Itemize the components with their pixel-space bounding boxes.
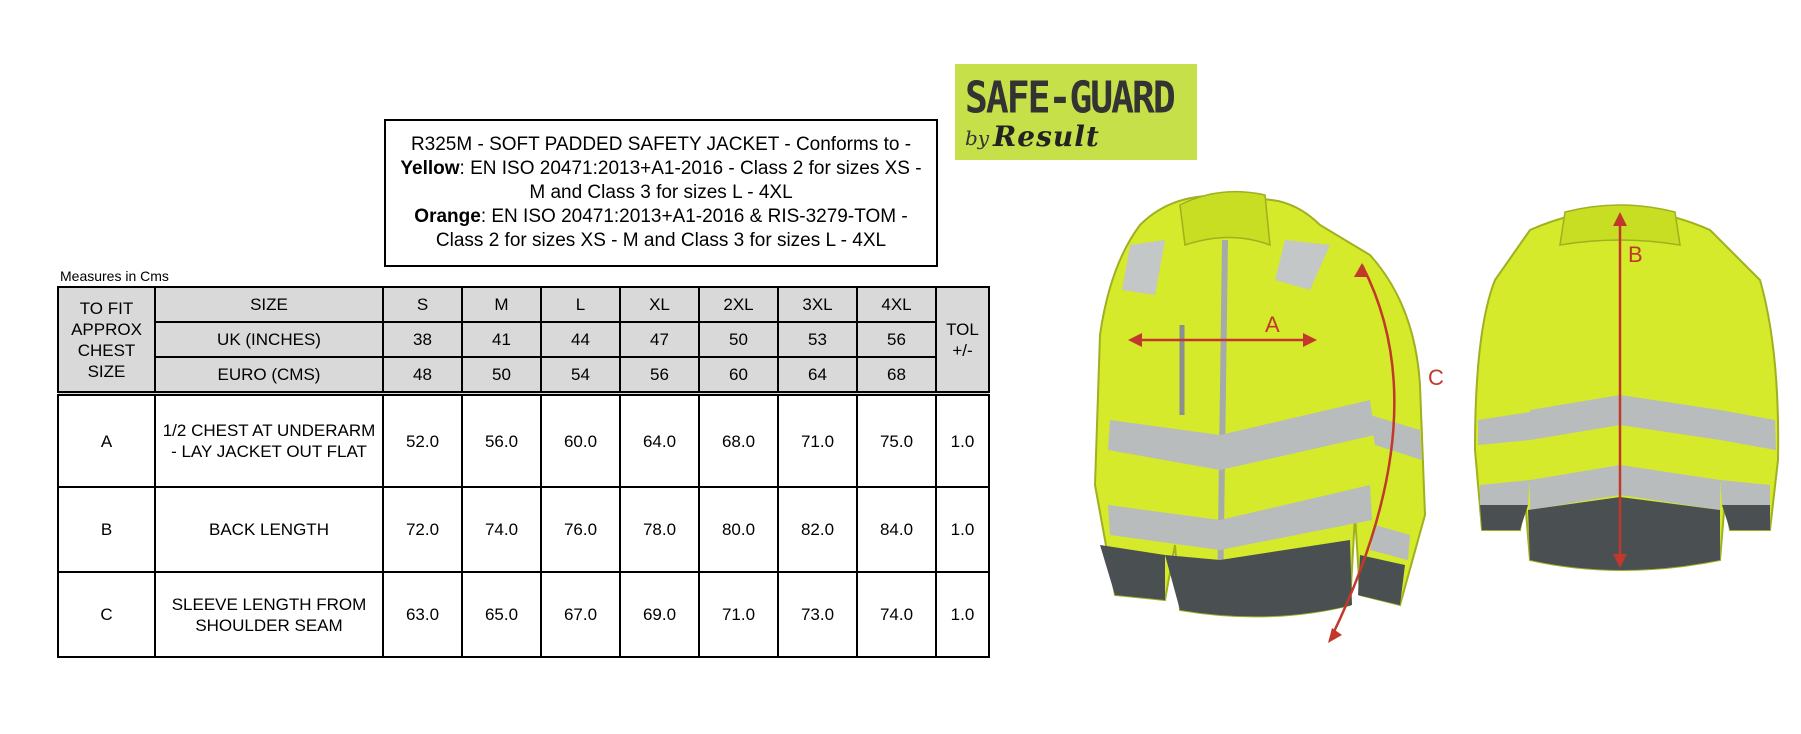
jacket-front-illustration: [1070, 185, 1450, 655]
uk-cell: 41: [462, 322, 541, 357]
row-value: 72.0: [383, 487, 462, 572]
label-b: B: [1628, 242, 1643, 267]
row-value: 75.0: [857, 394, 936, 488]
uk-label: UK (INCHES): [155, 322, 383, 357]
euro-cell: 60: [699, 357, 778, 394]
orange-label: Orange: [414, 206, 481, 227]
euro-cell: 50: [462, 357, 541, 394]
uk-cell: 50: [699, 322, 778, 357]
safe-guard-logo: [955, 64, 1197, 160]
row-tol: 1.0: [936, 487, 989, 572]
desc-line-5: Class 2 for sizes XS - M and Class 3 for sizes L - 4XL: [435, 230, 887, 251]
row-tol: 1.0: [936, 572, 989, 657]
logo-wordmark: SAFE-GUARD: [965, 72, 1174, 123]
row-label: SLEEVE LENGTH FROM SHOULDER SEAM: [155, 572, 383, 657]
row-value: 71.0: [699, 572, 778, 657]
size-xl: XL: [620, 287, 699, 322]
row-value: 67.0: [541, 572, 620, 657]
row-value: 74.0: [857, 572, 936, 657]
row-value: 84.0: [857, 487, 936, 572]
uk-cell: 56: [857, 322, 936, 357]
table-row: [58, 394, 989, 488]
size-2xl: 2XL: [699, 287, 778, 322]
row-code: A: [58, 394, 155, 488]
euro-label: EURO (CMS): [155, 357, 383, 394]
table-row: [58, 572, 989, 657]
euro-cell: 56: [620, 357, 699, 394]
size-s: S: [383, 287, 462, 322]
measures-note: Measures in Cms: [60, 268, 169, 284]
size-chart-table: [57, 286, 990, 658]
row-value: 60.0: [541, 394, 620, 488]
euro-cell: 48: [383, 357, 462, 394]
desc-line-1: R325M - SOFT PADDED SAFETY JACKET - Conforms to -: [410, 134, 912, 155]
logo-by: by: [965, 126, 990, 150]
table-row: [58, 487, 989, 572]
size-header-row: [58, 287, 989, 322]
uk-cell: 47: [620, 322, 699, 357]
row-value: 52.0: [383, 394, 462, 488]
row-code: B: [58, 487, 155, 572]
euro-cell: 64: [778, 357, 857, 394]
row-value: 65.0: [462, 572, 541, 657]
uk-cell: 38: [383, 322, 462, 357]
row-code: C: [58, 572, 155, 657]
uk-cell: 53: [778, 322, 857, 357]
row-value: 78.0: [620, 487, 699, 572]
product-description: [384, 119, 938, 267]
row-value: 68.0: [699, 394, 778, 488]
size-3xl: 3XL: [778, 287, 857, 322]
jacket-back-illustration: [1470, 200, 1780, 580]
row-value: 76.0: [541, 487, 620, 572]
size-l: L: [541, 287, 620, 322]
row-value: 74.0: [462, 487, 541, 572]
label-c: C: [1428, 365, 1444, 390]
row-value: 80.0: [699, 487, 778, 572]
to-fit-header: TO FIT APPROX CHEST SIZE: [58, 287, 155, 394]
row-value: 69.0: [620, 572, 699, 657]
yellow-label: Yellow: [400, 158, 460, 179]
row-tol: 1.0: [936, 394, 989, 488]
uk-cell: 44: [541, 322, 620, 357]
size-label: SIZE: [155, 287, 383, 322]
tol-header: TOL +/-: [936, 287, 989, 394]
row-value: 71.0: [778, 394, 857, 488]
uk-inches-row: [58, 322, 989, 357]
row-value: 63.0: [383, 572, 462, 657]
label-a: A: [1265, 312, 1280, 337]
row-label: BACK LENGTH: [155, 487, 383, 572]
row-value: 56.0: [462, 394, 541, 488]
orange-text: : EN ISO 20471:2013+A1-2016 & RIS-3279-TOM -: [480, 206, 908, 227]
row-label: 1/2 CHEST AT UNDERARM - LAY JACKET OUT FLAT: [155, 394, 383, 488]
row-value: 64.0: [620, 394, 699, 488]
euro-cms-row: [58, 357, 989, 394]
row-value: 82.0: [778, 487, 857, 572]
yellow-text: : EN ISO 20471:2013+A1-2016 - Class 2 for sizes XS -: [459, 158, 922, 179]
row-value: 73.0: [778, 572, 857, 657]
euro-cell: 68: [857, 357, 936, 394]
size-m: M: [462, 287, 541, 322]
size-4xl: 4XL: [857, 287, 936, 322]
logo-brand: Result: [993, 120, 1100, 153]
euro-cell: 54: [541, 357, 620, 394]
desc-line-3: M and Class 3 for sizes L - 4XL: [529, 182, 793, 203]
